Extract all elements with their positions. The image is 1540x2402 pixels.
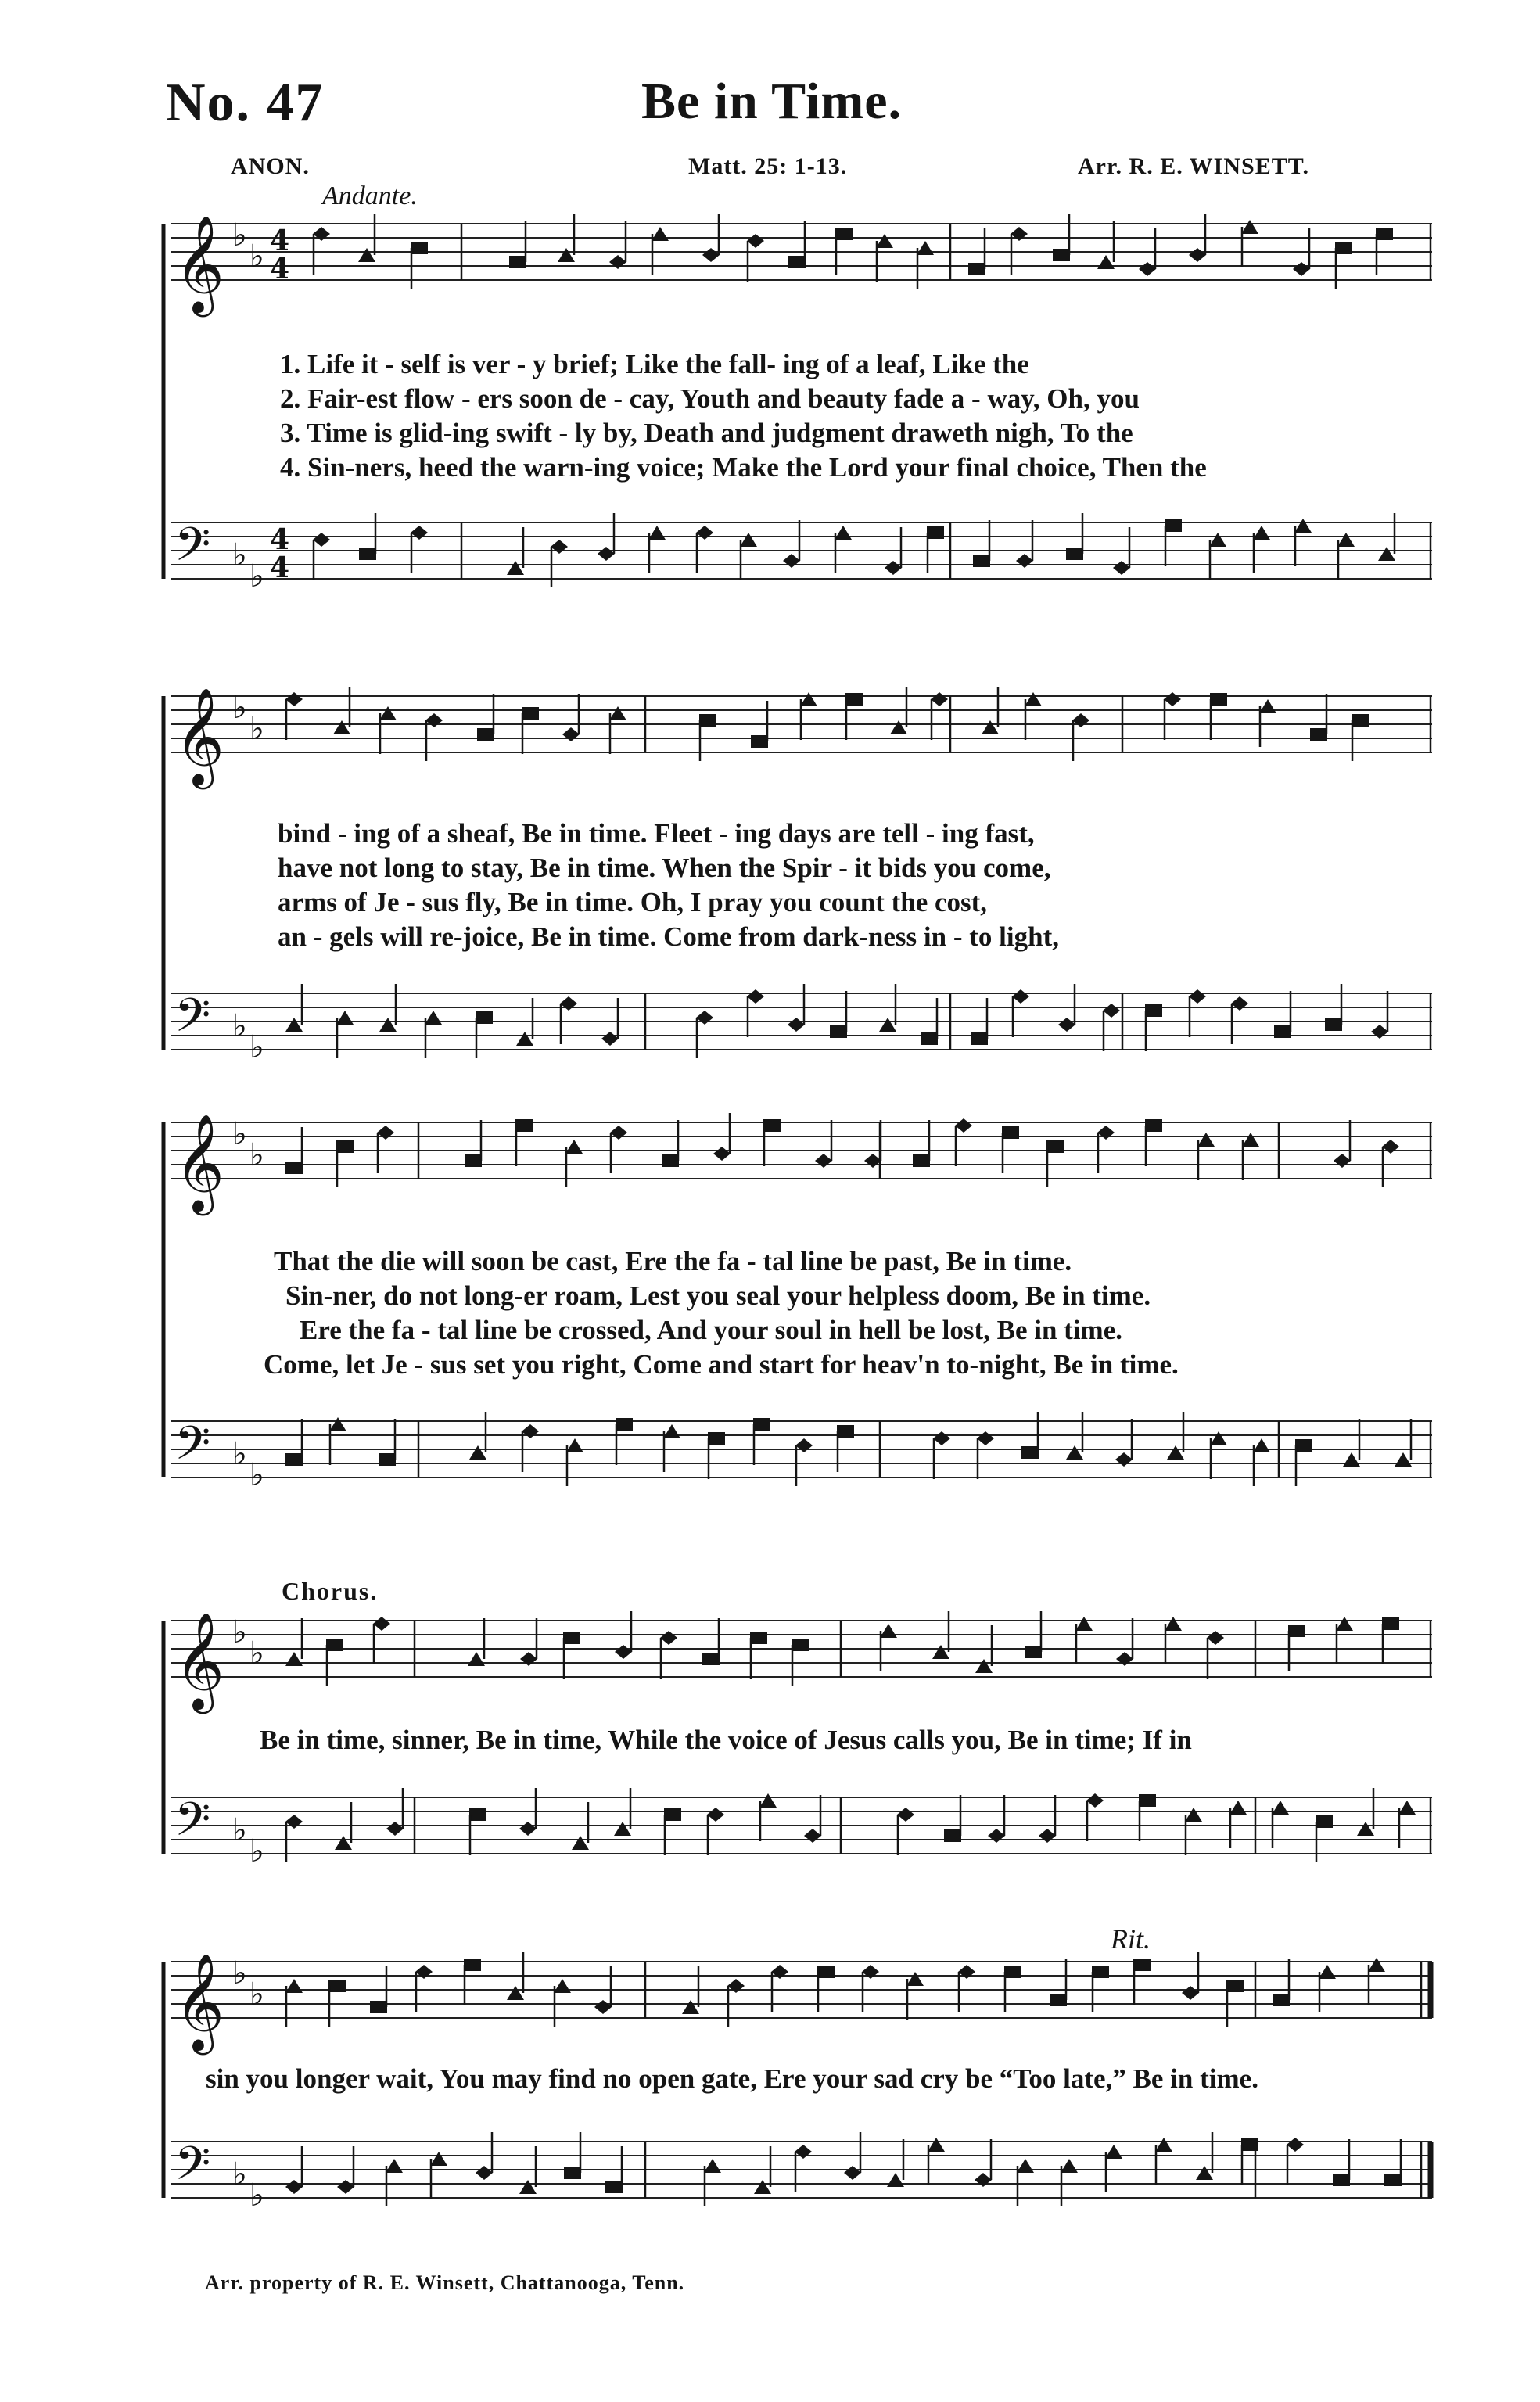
hymn-number: No. 47 xyxy=(166,73,325,133)
shape-note-head xyxy=(415,1965,433,1979)
shape-note-head xyxy=(931,692,948,706)
shape-note-head xyxy=(835,228,853,240)
shape-note-head xyxy=(411,242,428,254)
shape-note-head xyxy=(554,1979,571,1993)
shape-note-head xyxy=(285,1815,303,1829)
shape-note-head xyxy=(754,2180,771,2194)
flat-sign-icon: ♭ xyxy=(249,711,264,747)
flat-sign-icon: ♭ xyxy=(232,1955,247,1991)
shape-note-head xyxy=(652,227,669,241)
shape-note-head xyxy=(1288,1625,1305,1637)
shape-note-head xyxy=(815,1154,832,1168)
shape-note-head xyxy=(862,1965,879,1979)
shape-note-head xyxy=(1046,1140,1064,1153)
shape-note-head xyxy=(329,1417,346,1431)
shape-note-head xyxy=(1167,1445,1184,1460)
shape-note-head xyxy=(1294,519,1312,533)
shape-note-head xyxy=(610,1126,627,1140)
shape-note-head xyxy=(594,2000,612,2014)
shape-note-head xyxy=(1133,1959,1151,1971)
flat-sign-icon: ♭ xyxy=(232,1812,247,1848)
shape-note-head xyxy=(1209,533,1226,547)
shape-note-head xyxy=(696,526,713,540)
bass-clef-icon: 𝄢 xyxy=(174,988,211,1054)
shape-note-head xyxy=(1113,561,1130,575)
shape-note-head xyxy=(425,713,443,727)
verse-line-4: an - gels will re-joice, Be in time. Come from dark-ness in - to light, xyxy=(278,921,1059,952)
shape-note-head xyxy=(379,706,397,720)
shape-note-head xyxy=(1039,1829,1056,1843)
final-lyric-line: sin you longer wait, You may find no open gate, Ere your sad cry be “Too late,” Be in time. xyxy=(206,2063,1258,2094)
shape-note-head xyxy=(944,1829,961,1842)
shape-note-head xyxy=(468,1652,485,1666)
shape-note-head xyxy=(1189,248,1206,262)
shape-note-head xyxy=(1145,1119,1162,1132)
shape-note-head xyxy=(1075,1617,1093,1631)
shape-note-head xyxy=(727,1979,745,1993)
shape-note-head xyxy=(519,2180,537,2194)
shape-note-head xyxy=(1384,2174,1402,2186)
music-system-1 xyxy=(160,210,1435,648)
shape-note-head xyxy=(285,1652,303,1666)
shape-note-head xyxy=(358,248,375,262)
shape-note-head xyxy=(337,2180,354,2194)
shape-note-head xyxy=(1336,1617,1353,1631)
shape-note-head xyxy=(464,1959,481,1971)
shape-note-head xyxy=(1066,1445,1083,1460)
shape-note-head xyxy=(335,1836,352,1850)
shape-note-head xyxy=(1210,693,1227,706)
shape-note-head xyxy=(879,1018,896,1032)
music-system-3 xyxy=(160,1107,1435,1568)
shape-note-head xyxy=(1398,1801,1416,1815)
shape-note-head xyxy=(615,1645,632,1659)
shape-note-head xyxy=(1274,1025,1291,1038)
shape-note-head xyxy=(783,554,800,568)
shape-note-head xyxy=(977,1431,994,1445)
shape-note-head xyxy=(804,1829,821,1843)
shape-note-head xyxy=(702,1653,720,1665)
shape-note-head xyxy=(1097,1126,1115,1140)
flat-sign-icon: ♭ xyxy=(249,1029,264,1065)
shape-note-head xyxy=(1253,1438,1270,1452)
treble-clef-icon: 𝄞 xyxy=(174,688,224,785)
shape-note-head xyxy=(1196,2166,1213,2180)
shape-note-head xyxy=(887,2173,904,2187)
shape-note-head xyxy=(845,693,863,706)
shape-note-head xyxy=(913,1154,930,1167)
shape-note-head xyxy=(1103,1004,1120,1018)
shape-note-head xyxy=(921,1032,938,1045)
time-signature-bottom: 4 xyxy=(270,551,290,584)
shape-note-head xyxy=(1050,1994,1067,2006)
scripture-reference: Matt. 25: 1-13. xyxy=(688,153,848,179)
verse-line-1: bind - ing of a sheaf, Be in time. Fleet - ing days are tell - ing fast, xyxy=(278,818,1035,849)
verse-line-3: arms of Je - sus fly, Be in time. Oh, I pray you count the cost, xyxy=(278,887,988,917)
shape-note-head xyxy=(465,1154,482,1167)
shape-note-head xyxy=(1061,2159,1078,2173)
flat-sign-icon: ♭ xyxy=(232,2156,247,2192)
shape-note-head xyxy=(1273,1994,1290,2006)
shape-note-head xyxy=(788,256,806,268)
shape-note-head xyxy=(885,561,902,575)
shape-note-head xyxy=(469,1445,486,1460)
author-credit: ANON. xyxy=(231,153,310,179)
flat-sign-icon: ♭ xyxy=(232,1116,247,1152)
shape-note-head xyxy=(696,1011,713,1025)
flat-sign-icon: ♭ xyxy=(232,690,247,726)
flat-sign-icon: ♭ xyxy=(249,1833,264,1869)
shape-note-head xyxy=(1253,526,1270,540)
shape-note-head xyxy=(516,1032,533,1046)
shape-note-head xyxy=(522,1424,539,1438)
shape-note-head xyxy=(359,548,376,560)
shape-note-head xyxy=(564,2167,581,2179)
shape-note-head xyxy=(844,2166,861,2180)
shape-note-head xyxy=(750,1632,767,1644)
shape-note-head xyxy=(988,1829,1005,1843)
shape-note-head xyxy=(1357,1822,1374,1836)
shape-note-head xyxy=(928,2138,945,2152)
shape-note-head xyxy=(1395,1452,1412,1467)
shape-note-head xyxy=(1105,2145,1122,2159)
shape-note-head xyxy=(379,1018,397,1032)
flat-sign-icon: ♭ xyxy=(232,217,247,253)
time-signature-top: 4 xyxy=(270,224,290,257)
shape-note-head xyxy=(1319,1965,1336,1979)
time-signature-top: 4 xyxy=(270,523,290,556)
shape-note-head xyxy=(425,1011,442,1025)
shape-note-head xyxy=(1155,2138,1172,2152)
shape-note-head xyxy=(336,1140,354,1153)
shape-note-head xyxy=(1139,1794,1156,1807)
shape-note-head xyxy=(477,728,494,741)
shape-note-head xyxy=(476,2166,493,2180)
shape-note-head xyxy=(476,1011,493,1024)
shape-note-head xyxy=(713,1147,731,1161)
shape-note-head xyxy=(795,1438,813,1452)
shape-note-head xyxy=(1310,728,1327,741)
shape-note-head xyxy=(313,533,330,547)
shape-note-head xyxy=(1226,1980,1244,1992)
flat-sign-icon: ♭ xyxy=(249,239,264,275)
flat-sign-icon: ♭ xyxy=(232,1614,247,1650)
shape-note-head xyxy=(285,692,303,706)
shape-note-head xyxy=(333,720,350,734)
shape-note-head xyxy=(1316,1815,1333,1828)
shape-note-head xyxy=(662,1154,679,1167)
shape-note-head xyxy=(975,2173,992,2187)
shape-note-head xyxy=(648,526,666,540)
shape-note-head xyxy=(830,1025,847,1038)
shape-note-head xyxy=(1382,1617,1399,1630)
shape-note-head xyxy=(982,720,999,734)
verse-line-3: Ere the fa - tal line be crossed, And your soul in hell be lost, Be in time. xyxy=(300,1315,1122,1345)
shape-note-head xyxy=(763,1119,781,1132)
shape-note-head xyxy=(520,1652,537,1666)
shape-note-head xyxy=(917,241,934,255)
shape-note-head xyxy=(955,1118,972,1133)
shape-note-head xyxy=(386,1822,404,1836)
flat-sign-icon: ♭ xyxy=(232,1008,247,1044)
shape-note-head xyxy=(699,714,716,727)
tempo-marking: Andante. xyxy=(322,181,418,210)
shape-note-head xyxy=(336,1011,354,1025)
shape-note-head xyxy=(682,2000,699,2014)
shape-note-head xyxy=(795,2145,812,2159)
shape-note-head xyxy=(609,706,626,720)
shape-note-head xyxy=(740,533,757,547)
shape-note-head xyxy=(565,1140,583,1154)
shape-note-head xyxy=(958,1965,975,1979)
shape-note-head xyxy=(509,256,526,268)
shape-note-head xyxy=(609,255,626,269)
flat-sign-icon: ♭ xyxy=(249,1635,264,1671)
shape-note-head xyxy=(1241,220,1258,234)
chorus-label: Chorus. xyxy=(282,1577,379,1605)
shape-note-head xyxy=(1368,1958,1385,1972)
shape-note-head xyxy=(563,1632,580,1644)
arranger-credit: Arr. R. E. WINSETT. xyxy=(1078,153,1310,179)
shape-note-head xyxy=(1207,1631,1224,1645)
shape-note-head xyxy=(1182,1986,1199,2000)
shape-note-head xyxy=(507,561,524,575)
shape-note-head xyxy=(702,248,720,262)
shape-note-head xyxy=(1335,242,1352,254)
shape-note-head xyxy=(386,2159,403,2173)
shape-note-head xyxy=(973,555,990,567)
shape-note-head xyxy=(377,1126,394,1140)
shape-note-head xyxy=(837,1425,854,1438)
hymn-title: Be in Time. xyxy=(641,73,903,130)
shape-note-head xyxy=(1002,1126,1019,1139)
ritardando-marking: Rit. xyxy=(1111,1923,1151,1955)
shape-note-head xyxy=(1086,1793,1104,1808)
verse-line-1: 1. Life it - self is ver - y brief; Like the fall- ing of a leaf, Like the xyxy=(280,349,1029,379)
shape-note-head xyxy=(562,727,580,741)
bass-clef-icon: 𝄢 xyxy=(174,517,211,583)
flat-sign-icon: ♭ xyxy=(232,537,247,573)
shape-note-head xyxy=(1017,2159,1034,2173)
shape-note-head xyxy=(660,1631,677,1645)
shape-note-head xyxy=(515,1119,533,1132)
shape-note-head xyxy=(663,1424,680,1438)
shape-note-head xyxy=(927,526,944,539)
treble-clef-icon: 𝄞 xyxy=(174,215,224,313)
music-system-chorus xyxy=(160,1577,1435,1916)
shape-note-head xyxy=(1165,519,1182,532)
shape-note-head xyxy=(906,1972,924,1986)
shape-note-head xyxy=(1016,554,1033,568)
shape-note-head xyxy=(771,1965,788,1979)
shape-note-head xyxy=(880,1624,897,1638)
shape-note-head xyxy=(1293,262,1310,276)
bass-clef-icon: 𝄢 xyxy=(174,1792,211,1858)
shape-note-head xyxy=(1197,1133,1215,1147)
verse-line-2: have not long to stay, Be in time. When the Spir - it bids you come, xyxy=(278,853,1051,883)
shape-note-head xyxy=(817,1966,835,1978)
shape-note-head xyxy=(933,1431,950,1445)
shape-note-head xyxy=(601,1032,619,1046)
shape-note-head xyxy=(285,1979,303,1993)
verse-line-2: Sin-ner, do not long-er roam, Lest you seal your helpless doom, Be in time. xyxy=(285,1280,1151,1311)
music-system-final xyxy=(160,1924,1435,2260)
treble-clef-icon: 𝄞 xyxy=(174,1114,224,1212)
shape-note-head xyxy=(1145,1004,1162,1017)
shape-note-head xyxy=(1165,1617,1182,1631)
shape-note-head xyxy=(285,1453,303,1466)
shape-note-head xyxy=(566,1438,583,1452)
verse-line-3: 3. Time is glid-ing swift - ly by, Death and judgment draweth nigh, To the xyxy=(280,418,1133,448)
shape-note-head xyxy=(1352,714,1369,727)
shape-note-head xyxy=(975,1659,993,1673)
verse-line-1: That the die will soon be cast, Ere the fa - tal line be past, Be in time. xyxy=(274,1246,1072,1276)
flat-sign-icon: ♭ xyxy=(249,1137,264,1173)
shape-note-head xyxy=(522,707,539,720)
shape-note-head xyxy=(1116,1652,1133,1666)
shape-note-head xyxy=(560,996,577,1011)
shape-note-head xyxy=(519,1822,537,1836)
shape-note-head xyxy=(411,526,428,540)
shape-note-head xyxy=(1343,1452,1360,1467)
bass-clef-icon: 𝄢 xyxy=(174,2136,211,2202)
shape-note-head xyxy=(616,1418,633,1431)
shape-note-head xyxy=(747,989,764,1004)
shape-note-head xyxy=(1011,227,1028,241)
shape-note-head xyxy=(1185,1808,1202,1822)
shape-note-head xyxy=(507,1986,524,2000)
shape-note-head xyxy=(1139,262,1156,276)
flat-sign-icon: ♭ xyxy=(249,1457,264,1493)
shape-note-head xyxy=(1229,1801,1247,1815)
shape-note-head xyxy=(1210,1431,1227,1445)
flat-sign-icon: ♭ xyxy=(249,2178,264,2214)
shape-note-head xyxy=(890,720,907,734)
shape-note-head xyxy=(1325,1018,1342,1031)
shape-note-head xyxy=(1025,692,1042,706)
flat-sign-icon: ♭ xyxy=(249,1977,264,2012)
flat-sign-icon: ♭ xyxy=(232,1436,247,1472)
shape-note-head xyxy=(1242,1133,1259,1147)
shape-note-head xyxy=(1025,1646,1042,1658)
shape-note-head xyxy=(1259,699,1276,713)
shape-note-head xyxy=(1004,1966,1021,1978)
shape-note-head xyxy=(285,2180,303,2194)
shape-note-head xyxy=(1337,533,1355,547)
treble-clef-icon: 𝄞 xyxy=(174,1953,224,2051)
shape-note-head xyxy=(370,2001,387,2013)
bass-clef-icon: 𝄢 xyxy=(174,1416,211,1481)
shape-note-head xyxy=(1231,996,1248,1011)
shape-note-head xyxy=(876,234,893,248)
shape-note-head xyxy=(932,1645,949,1659)
shape-note-head xyxy=(835,526,852,540)
shape-note-head xyxy=(747,234,764,248)
shape-note-head xyxy=(788,1018,805,1032)
shape-note-head xyxy=(469,1808,486,1821)
verse-line-4: Come, let Je - sus set you right, Come and start for heav'n to-night, Be in time. xyxy=(264,1349,1179,1380)
verse-line-2: 2. Fair-est flow - ers soon de - cay, Youth and beauty fade a - way, Oh, you xyxy=(280,383,1140,414)
shape-note-head xyxy=(285,1018,303,1032)
shape-note-head xyxy=(1012,989,1029,1004)
shape-note-head xyxy=(1295,1439,1312,1452)
shape-note-head xyxy=(605,2181,623,2193)
shape-note-head xyxy=(707,1808,724,1822)
shape-note-head xyxy=(800,692,817,706)
shape-note-head xyxy=(1115,1452,1133,1467)
treble-clef-icon: 𝄞 xyxy=(174,1612,224,1710)
shape-note-head xyxy=(1072,713,1089,727)
shape-note-head xyxy=(1334,1154,1351,1168)
shape-note-head xyxy=(664,1808,681,1821)
shape-note-head xyxy=(1021,1446,1039,1459)
shape-note-head xyxy=(373,1617,390,1631)
music-system-2 xyxy=(160,680,1435,1095)
shape-note-head xyxy=(1272,1801,1289,1815)
shape-note-head xyxy=(1058,1018,1075,1032)
shape-note-head xyxy=(430,2152,447,2166)
shape-note-head xyxy=(1382,1140,1399,1154)
shape-note-head xyxy=(1097,255,1115,269)
shape-note-head xyxy=(751,735,768,748)
verse-line-4: 4. Sin-ners, heed the warn-ing voice; Make the Lord your final choice, Then the xyxy=(280,452,1207,483)
shape-note-head xyxy=(792,1639,809,1651)
shape-note-head xyxy=(708,1432,725,1445)
shape-note-head xyxy=(704,2159,721,2173)
shape-note-head xyxy=(759,1793,777,1808)
copyright-footer: Arr. property of R. E. Winsett, Chattanooga, Tenn. xyxy=(205,2271,685,2294)
shape-note-head xyxy=(1189,989,1206,1004)
shape-note-head xyxy=(1053,249,1070,261)
shape-note-head xyxy=(558,248,575,262)
shape-note-head xyxy=(1164,692,1181,706)
shape-note-head xyxy=(753,1418,770,1431)
shape-note-head xyxy=(1376,228,1393,240)
shape-note-head xyxy=(313,227,330,241)
shape-note-head xyxy=(326,1639,343,1651)
shape-note-head xyxy=(614,1822,631,1836)
shape-note-head xyxy=(1241,2138,1258,2151)
shape-note-head xyxy=(1092,1966,1109,1978)
shape-note-head xyxy=(897,1808,914,1822)
shape-note-head xyxy=(971,1032,988,1045)
shape-note-head xyxy=(1287,2138,1304,2152)
shape-note-head xyxy=(968,263,985,275)
shape-note-head xyxy=(1378,547,1395,561)
chorus-lyric-line: Be in time, sinner, Be in time, While the voice of Jesus calls you, Be in time; If in xyxy=(260,1725,1192,1755)
shape-note-head xyxy=(328,1980,346,1992)
shape-note-head xyxy=(864,1154,881,1168)
shape-note-head xyxy=(1333,2174,1350,2186)
shape-note-head xyxy=(572,1836,589,1850)
shape-note-head xyxy=(598,547,615,561)
shape-note-head xyxy=(379,1453,396,1466)
flat-sign-icon: ♭ xyxy=(249,558,264,594)
time-signature-bottom: 4 xyxy=(270,253,290,285)
shape-note-head xyxy=(285,1162,303,1174)
shape-note-head xyxy=(1066,548,1083,560)
shape-note-head xyxy=(1371,1025,1388,1039)
shape-note-head xyxy=(551,540,568,554)
